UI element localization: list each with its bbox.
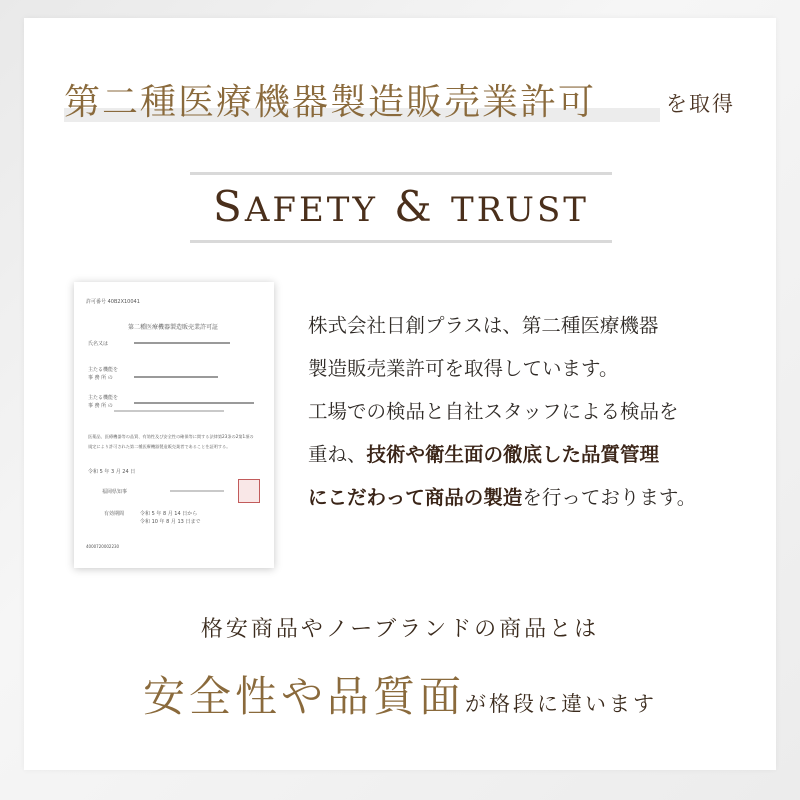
cert-title: 第二種医療機器製造販売業許可証: [128, 324, 219, 331]
description-plain: 重ね、: [308, 443, 367, 466]
description-line: [308, 476, 768, 519]
trust-word: TRUST: [451, 190, 589, 230]
safety-initial: S: [213, 182, 245, 231]
cert-note: 医薬品、医療機器等の品質、有効性及び安全性の確保等に関する法律第23条の2第1項の: [88, 434, 254, 439]
license-headline: [64, 74, 744, 124]
description-line: 製造販売業許可を取得しています。: [308, 357, 619, 380]
cert-name-label: 氏名又は: [88, 341, 109, 347]
license-title-suffix: を取得: [666, 92, 735, 116]
cert-office3-label: 事 務 所 の: [88, 403, 113, 409]
cert-note2: 規定により許可された第二種医療機器製造販売業者であることを証明する。: [88, 444, 231, 449]
closing-emphasis: 安全性や品質面: [142, 672, 465, 721]
description-emphasis: 技術や衛生面の徹底した品質管理: [366, 443, 660, 466]
cert-office-label: 事 務 所 の: [88, 375, 113, 381]
cert-issuer: 福岡県知事: [102, 489, 128, 495]
comparison-tagline: 格安商品やノーブランドの商品とは: [200, 617, 600, 642]
description-text: [308, 304, 768, 519]
cert-validity-from: 令和 5 年 8 月 14 日から: [140, 511, 198, 517]
closing-suffix: が格段に違います: [465, 692, 657, 716]
official-seal-stamp: [238, 479, 260, 503]
cert-office2-label: 主たる機能を: [88, 395, 119, 401]
cert-redacted-line: [134, 376, 218, 378]
license-certificate-image: [74, 282, 274, 568]
description-emphasis: にこだわって商品の製造: [308, 486, 523, 509]
cert-validity-to: 令和 10 年 8 月 13 日まで: [140, 519, 201, 525]
cert-date: 令和 5 年 3 月 24 日: [88, 469, 136, 475]
safety-rest: AFETY: [244, 190, 378, 230]
description-plain: を行っております。: [522, 486, 697, 509]
description-line: 工場での検品と自社スタッフによる検品を: [308, 400, 679, 423]
license-title: 第二種医療機器製造販売業許可: [64, 82, 597, 123]
cert-validity-label: 有効期間: [104, 511, 125, 517]
divider-bottom: [190, 240, 612, 243]
cert-serial: 4000720002230: [86, 544, 120, 549]
cert-redacted-line: [114, 410, 224, 412]
closing-statement: [0, 664, 800, 724]
safety-trust-title: [190, 182, 612, 231]
ampersand: &: [394, 182, 435, 231]
cert-address-label: 主たる機能を: [88, 367, 119, 373]
cert-redacted-line: [170, 490, 224, 492]
cert-redacted-line: [134, 402, 254, 404]
cert-redacted-line: [134, 342, 230, 344]
description-line: [308, 433, 768, 476]
divider-top: [190, 172, 612, 175]
cert-permit-no: 許可番号 40B2X10041: [86, 299, 140, 305]
description-line: 株式会社日創プラスは、第二種医療機器: [308, 314, 659, 337]
